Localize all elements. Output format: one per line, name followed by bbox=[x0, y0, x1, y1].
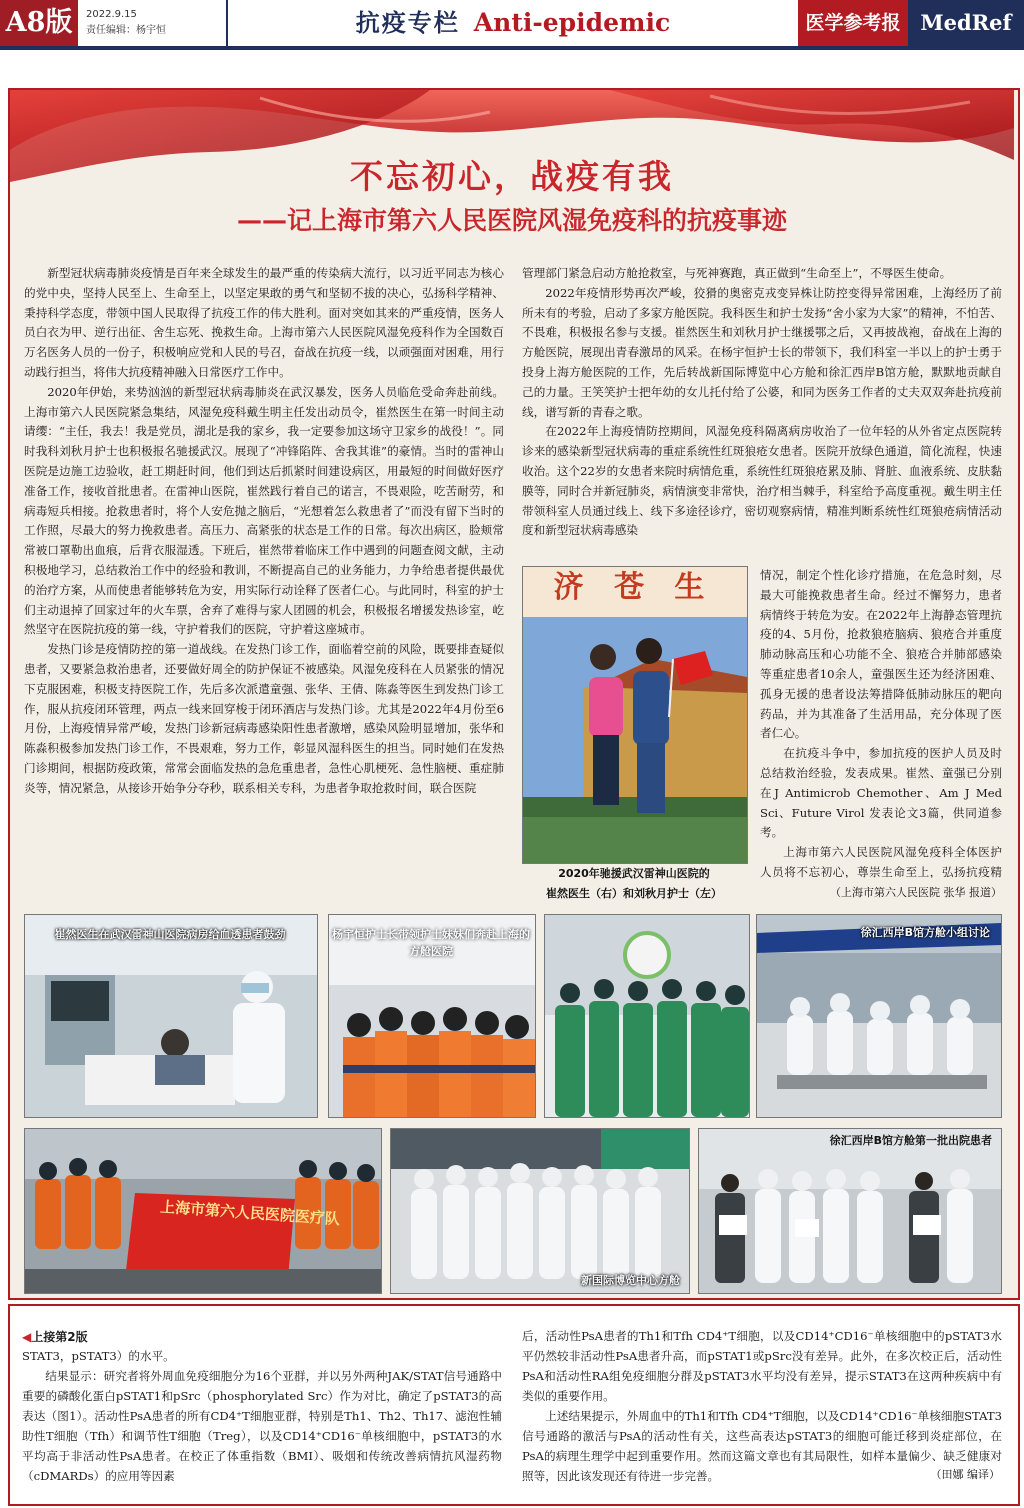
main-photo-caption-line-2: 崔然医生（右）和刘秋月护士（左） bbox=[546, 887, 722, 900]
article-headline: 不忘初心，战疫有我 bbox=[350, 157, 674, 196]
continuation-right-column bbox=[522, 1326, 1002, 1488]
issue-date: 2022.9.15 bbox=[86, 9, 137, 20]
team-banner-text: 上海市第六人民医院医疗队 bbox=[159, 1197, 341, 1229]
triangle-left-icon: ◀ bbox=[22, 1330, 32, 1344]
article-subheadline: ——记上海市第六人民医院风湿免疫科的抗疫事迹 bbox=[236, 206, 787, 235]
photo-caption: 徐汇西岸B馆方舱小组讨论 bbox=[860, 926, 990, 939]
paragraph: 结果显示：研究者将外周血免疫细胞分为16个亚群，并以另外两种JAK/STAT信号通路中重要的磷酸化蛋白pSTAT1和pSrc（phosphorylated Src）作为对比，确定了pSTAT3的高表达（图1）。活动性PsA患者的所有CD4⁺T细胞亚群，特别是Th1、Th2、Th17、滤泡性辅助性T细胞（Tfh）和调节性T细胞（Treg），以及CD14⁺CD16⁻单核细胞中，pSTAT3的水平均高于非活动性PsA患者。在校正了体重指数（BMI）、吸烟和传统改善病情抗风湿药物（cDMARDs）的应用等因素 bbox=[22, 1369, 502, 1483]
continuation-label-text: 上接第2版 bbox=[31, 1330, 88, 1344]
paragraph: 上海市第六人民医院风湿免疫科全体医护人员将不忘初心，尊崇生命至上，弘扬抗疫精 bbox=[760, 845, 1002, 878]
hospital-sign-text: 济 苍 生 bbox=[553, 570, 715, 605]
column-title-cn: 抗疫专栏 bbox=[355, 9, 460, 37]
paragraph: 在2022年上海疫情防控期间，风湿免疫科隔离病房收治了一位年轻的从外省定点医院转诊来的感染新型冠状病毒的重症系统性红斑狼疮女患者。医院开放绿色通道，简化流程，快速收治。这个22岁的女患者来院时病情危重，系统性红斑狼疮累及肺、肾脏、血液系统、皮肤黏膜等，同时合并新冠肺炎，病情演变非常快，治疗相当棘手，科室给予高度重视。戴生明主任带领科室人员通过线上、线下多途径诊疗，密切观察病情，精准判断系统性红斑狼疮病情活动度和新型冠状病毒感染 bbox=[522, 424, 1002, 538]
brand-name-cn: 医学参考报 bbox=[798, 0, 908, 46]
photo-expo-center-team bbox=[390, 1128, 690, 1294]
header-rule bbox=[0, 46, 1024, 50]
paragraph: 情况，制定个性化诊疗措施，在危急时刻，尽最大可能挽救患者生命。经过不懈努力，患者病情终于转危为安。在2022年上海静态管理抗疫的4、5月份，抢救狼疮脑病、狼疮合并重度肺动脉高压和心功能不全、狼疮合并肺部感染等重症患者10余人，童强医生还为经济困难、孤身无援的患者设法筹措降低肺动脉压的靶向药品，并为其准备了生活用品，充分体现了医者仁心。 bbox=[760, 568, 1002, 741]
photo-leishenshan-ward bbox=[24, 914, 318, 1118]
paragraph: 2022年疫情形势再次严峻，狡猾的奥密克戎变异株让防控变得异常困难，上海经历了前所未有的考验，启动了多家方舱医院。我科医生和护士发扬“舍小家为大家”的精神，不怕苦、不畏难，积极报名参与支援。崔然医生和刘秋月护士继援鄂之后，又再披战袍，奋战在上海的方舱医院，展现出青春激昂的风采。在杨宇恒护士长的带领下，我们科室一半以上的护士勇于投身上海方舱医院的工作，先后转战新国际博览中心方舱和徐汇西岸B馆方舱，默默地贡献自己的力量。王笑笑护士把年幼的女儿托付给了公婆，和同为医务工作者的丈夫双双奔赴抗疫前线，谱写新的青春之歌。 bbox=[522, 285, 1002, 419]
photo-caption: 徐汇西岸B馆方舱第一批出院患者 bbox=[829, 1134, 992, 1147]
paragraph: 上述结果提示，外周血中的Th1和Tfh CD4⁺T细胞，以及CD14⁺CD16⁻单核细胞STAT3信号通路的激活与PsA的活动性有关，这些高表达pSTAT3的细胞可能迁移到炎症部位，在PsA的病理生理学中起到重要作用。然而这篇文章也有其局限性，如样本量偏少、缺乏健康对照等，因此该发现还有待进一步完善。 bbox=[522, 1409, 1002, 1483]
edition-label: A8版 bbox=[0, 0, 78, 46]
photo-caption: 杨宇恒护士长带领护士妹妹们奔赴上海的方舱医院 bbox=[332, 928, 530, 958]
paragraph: STAT3，pSTAT3）的水平。 bbox=[22, 1349, 175, 1363]
photo-green-scrubs-team bbox=[544, 914, 750, 1118]
byline: （上海市第六人民医院 张华 报道） bbox=[830, 886, 1002, 899]
left-text-column bbox=[24, 264, 504, 914]
right-side-text-column bbox=[760, 566, 1002, 878]
paragraph: 新型冠状病毒肺炎疫情是百年来全球发生的最严重的传染病大流行，以习近平同志为核心的党中央，坚持人民至上、生命至上，以坚定果敢的勇气和坚韧不拔的决心，弘扬科学精神、秉持科学态度，带领中国人民取得了抗疫工作的伟大胜利。面对突如其来的严重疫情，医务人员白衣为甲、逆行出征、舍生忘死、挽救生命。上海市第六人民医院风湿免疫科作为全国数百万名医务人员的一份子，积极响应党和人民的号召，奋战在抗疫一线，以顽强面对困难，用行动践行担当，将伟大抗疫精神融入日常医疗工作中。 bbox=[24, 266, 504, 379]
continuation-label bbox=[22, 1328, 88, 1346]
column-title-en: Anti-epidemic bbox=[473, 8, 671, 37]
translator-credit: （田娜 编译） bbox=[840, 1466, 1000, 1484]
paragraph: 发热门诊是疫情防控的第一道战线。在发热门诊工作，面临着空前的风险，既要排查疑似患者，又要紧急救治患者，还要做好周全的防护保证不被感染。风湿免疫科在人员紧张的情况下克服困难，积极支持医院工作，先后多次派遣童强、张华、王倩、陈淼等医生到发热门诊工作，服从抗疫闭环管理，两点一线来回穿梭于闭环酒店与发热门诊。尤其是2022年4月份至6月份，上海疫情异常严峻，发热门诊新冠病毒感染阳性患者激增，感染风险明显增加，张华和陈淼积极参加发热门诊工作，不畏艰难，努力工作，彰显风湿科医生的担当。同时她们在发热门诊期间，根据防疫政策，常常会面临发热的急危重患者，急性心肌梗死、急性脑梗、重症肺炎等，情况紧急，从接诊开始争分夺秒，联系相关专科，为患者争取抢救时间，联合医院 bbox=[24, 642, 504, 795]
paragraph: 管理部门紧急启动方舱抢救室，与死神赛跑，真正做到“生命至上”，不辱医生使命。 bbox=[522, 266, 952, 280]
column-title bbox=[226, 0, 800, 46]
right-text-column bbox=[522, 264, 1002, 566]
continuation-left-column bbox=[22, 1346, 502, 1496]
photo-caption: 新国际博览中心方舱 bbox=[581, 1274, 680, 1287]
photo-caption: 崔然医生在武汉雷神山医院病房给血透患者鼓劲 bbox=[54, 928, 286, 941]
main-photo-caption-line-1: 2020年驰援武汉雷神山医院的 bbox=[558, 867, 710, 880]
paragraph: 2020年伊始，来势汹汹的新型冠状病毒肺炎在武汉暴发，医务人员临危受命奔赴前线。上海市第六人民医院紧急集结，风湿免疫科戴生明主任发出动员令，崔然医生在第一时间主动请缨：“主任，我去！我是党员，湖北是我的家乡，我一定要参加这场守卫家乡的战役！”。同时我科刘秋月护士也积极报名驰援武汉。展现了“冲锋陷阵、舍我其谁”的豪情。当时的雷神山医院是边施工边验收，赶工期赶时间，他们到达后抓紧时间建设病区，用最短的时间做好医疗准备工作，接收首批患者。在雷神山医院，崔然践行着自己的诺言，不畏艰险，吃苦耐劳，和病毒短兵相接。抢救患者时，将个人安危抛之脑后，“光想着怎么救患者了”而没有留下当时的工作照，尽最大的努力挽救患者。高压力、高紧张的状态是工作的日常。每次出病区，脸颊常常被口罩勒出血痕，后背衣服湿透。下班后，崔然带着临床工作中遇到的问题查阅文献，主动积极地学习，总结救治工作中的经验和教训，不断提高自己的业务能力，力争给患者提供最优的治疗方案，从而使患者能够转危为安，用实际行动诠释了医者仁心。与此同时，科室的护士们主动退掉了回家过年的火车票，舍弃了难得与家人团圆的机会，积极报名增援发热诊室，屹然坚守在医院抗疫的第一线，守护着我们的医院，守护着这座城市。 bbox=[24, 384, 504, 637]
photo-xuhui-group-discussion bbox=[756, 914, 1002, 1118]
responsible-editor: 责任编辑：杨宇恒 bbox=[86, 25, 166, 36]
photo-first-discharged-patients bbox=[698, 1128, 1002, 1294]
brand-name-en: MedRef bbox=[908, 0, 1024, 46]
main-photo-wuhan bbox=[522, 566, 748, 864]
paragraph: 后，活动性PsA患者的Th1和Tfh CD4⁺T细胞，以及CD14⁺CD16⁻单核细胞中的pSTAT3水平仍然较非活动性PsA患者升高，而pSTAT1或pSrc没有差异。此外，在多次校正后，活动性PsA和活动性RA组免疫细胞分群及pSTAT3水平均没有差异，提示STAT3在这两种疾病中有类似的重要作用。 bbox=[522, 1329, 1002, 1403]
paragraph: 在抗疫斗争中，参加抗疫的医护人员及时总结救治经验，发表成果。崔然、童强已分别在J Antimicrob Chemother、Am J Med Sci、Future Virol 发表论文3篇，供同道参考。 bbox=[760, 746, 1002, 840]
